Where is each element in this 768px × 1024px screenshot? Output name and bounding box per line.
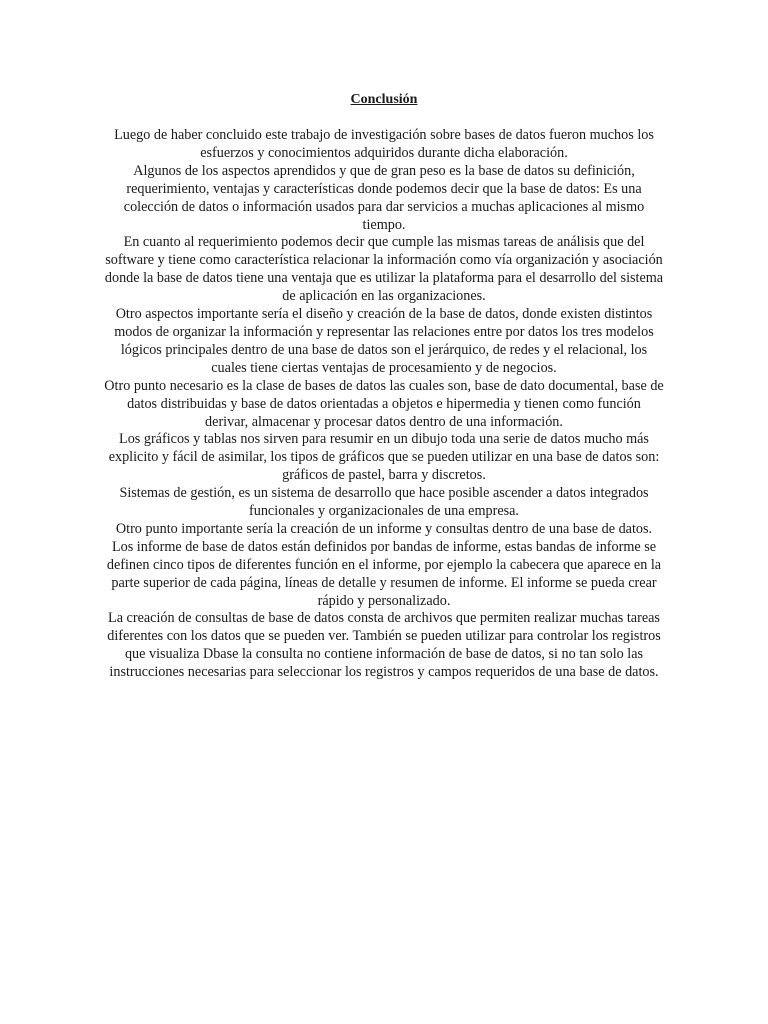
paragraph: La creación de consultas de base de datos consta de archivos que permiten realizar muchas tareas diferentes con los datos que se pueden ver. También se pueden utilizar para controlar los registros que visualiza Dbase la consulta no contiene información de base de datos, si no tan solo las instrucciones necesarias para seleccionar los registros y campos requeridos de una base de datos. (107, 610, 661, 681)
paragraph: Los gráficos y tablas nos sirven para resumir en un dibujo toda una serie de datos mucho más explicito y fácil de asimilar, los tipos de gráficos que se pueden utilizar en una base de datos son: gráficos de pastel, barra y discretos. (108, 431, 660, 484)
paragraph: Los informe de base de datos están definidos por bandas de informe, estas bandas de informe se definen cinco tipos de diferentes función en el informe, por ejemplo la cabecera que aparece en la parte superior de cada página, líneas de detalle y resumen de informe. El informe se pueda crear rápido y personalizado. (106, 538, 662, 609)
paragraph: Sistemas de gestión, es un sistema de desarrollo que hace posible ascender a datos integrados funcionales y organizacionales de una empresa. (119, 485, 649, 520)
paragraph: Otro punto necesario es la clase de bases de datos las cuales son, base de dato documental, base de datos distribuidas y base de datos orientadas a objetos e hipermedia y tienen como función derivar, almacenar y procesar datos dentro de una información. (104, 377, 664, 430)
paragraph: Otro aspectos importante sería el diseño y creación de la base de datos, donde existen distintos modos de organizar la información y representar las relaciones entre por datos los tres modelos lógicos principales dentro de una base de datos son el jerárquico, de redes y el relacional, los cuales tiene ciertas ventajas de procesamiento y de negocios. (114, 306, 654, 376)
paragraph: En cuanto al requerimiento podemos decir que cumple las mismas tareas de análisis que del software y tiene como característica relacionar la información como vía organización y asociación donde la base de datos tiene una ventaja que es utilizar la plataforma para el desarrollo del sistema de aplicación en las organizaciones. (104, 234, 664, 305)
paragraph: Algunos de los aspectos aprendidos y que de gran peso es la base de datos su definición, requerimiento, ventajas y características donde podemos decir que la base de datos: Es una colección de datos o información usados para dar servicios a muchas aplicaciones al mismo tiempo. (123, 162, 645, 233)
document-title: Conclusión (350, 92, 418, 107)
paragraph: Otro punto importante sería la creación de un informe y consultas dentro de una base de datos. (115, 520, 653, 537)
paragraph: Luego de haber concluido este trabajo de investigación sobre bases de datos fueron muchos los esfuerzos y conocimientos adquiridos durante dicha elaboración. (114, 127, 654, 161)
document-body (104, 127, 664, 682)
